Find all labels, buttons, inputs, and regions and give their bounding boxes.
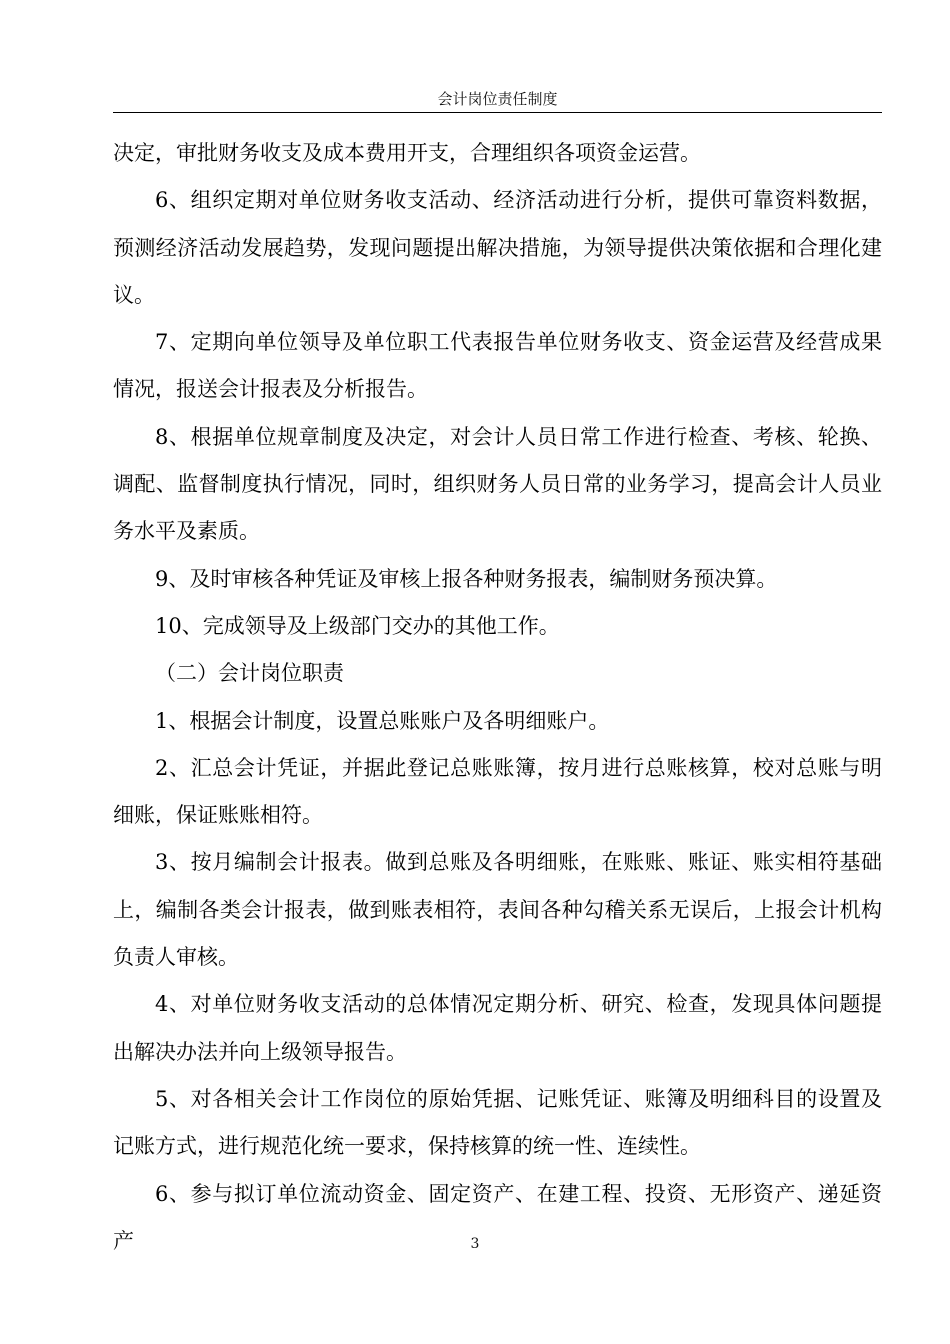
header-divider [113, 112, 882, 113]
page-number: 3 [470, 1236, 480, 1252]
paragraph: 4、对单位财务收支活动的总体情况定期分析、研究、检查，发现具体问题提出解决办法并向上级领导报告。 [113, 992, 882, 1064]
paragraph: 3、按月编制会计报表。做到总账及各明细账，在账账、账证、账实相符基础上，编制各类会计报表，做到账表相符，表间各种勾稽关系无误后，上报会计机构负责人审核。 [113, 850, 882, 970]
running-header-title: 会计岗位责任制度 [437, 90, 558, 108]
paragraph: 9、及时审核各种凭证及审核上报各种财务报表，编制财务预决算。 [155, 566, 778, 591]
section-heading: （二）会计岗位职责 [155, 661, 344, 686]
paragraph: 8、根据单位规章制度及决定，对会计人员日常工作进行检查、考核、轮换、调配、监督制度执行情况，同时，组织财务人员日常的业务学习，提高会计人员业务水平及素质。 [113, 424, 882, 544]
paragraph: 决定，审批财务收支及成本费用开支，合理组织各项资金运营。 [113, 141, 701, 165]
paragraph: 10、完成领导及上级部门交办的其他工作。 [155, 613, 560, 638]
paragraph: 1、根据会计制度，设置总账账户及各明细账户。 [155, 708, 610, 733]
paragraph: 7、定期向单位领导及单位职工代表报告单位财务收支、资金运营及经营成果情况，报送会计报表及分析报告。 [113, 330, 882, 402]
paragraph: 5、对各相关会计工作岗位的原始凭据、记账凭证、账簿及明细科目的设置及记账方式，进行规范化统一要求，保持核算的统一性、连续性。 [113, 1086, 882, 1159]
document-body [113, 130, 882, 1265]
paragraph: 6、参与拟订单位流动资金、固定资产、在建工程、投资、无形资产、递延资产 [113, 1181, 882, 1253]
paragraph: 6、组织定期对单位财务收支活动、经济活动进行分析，提供可靠资料数据，预测经济活动发展趋势，发现问题提出解决措施，为领导提供决策依据和合理化建议。 [113, 188, 882, 307]
paragraph: 2、汇总会计凭证，并据此登记总账账簿，按月进行总账核算，校对总账与明细账，保证账账相符。 [113, 755, 882, 828]
